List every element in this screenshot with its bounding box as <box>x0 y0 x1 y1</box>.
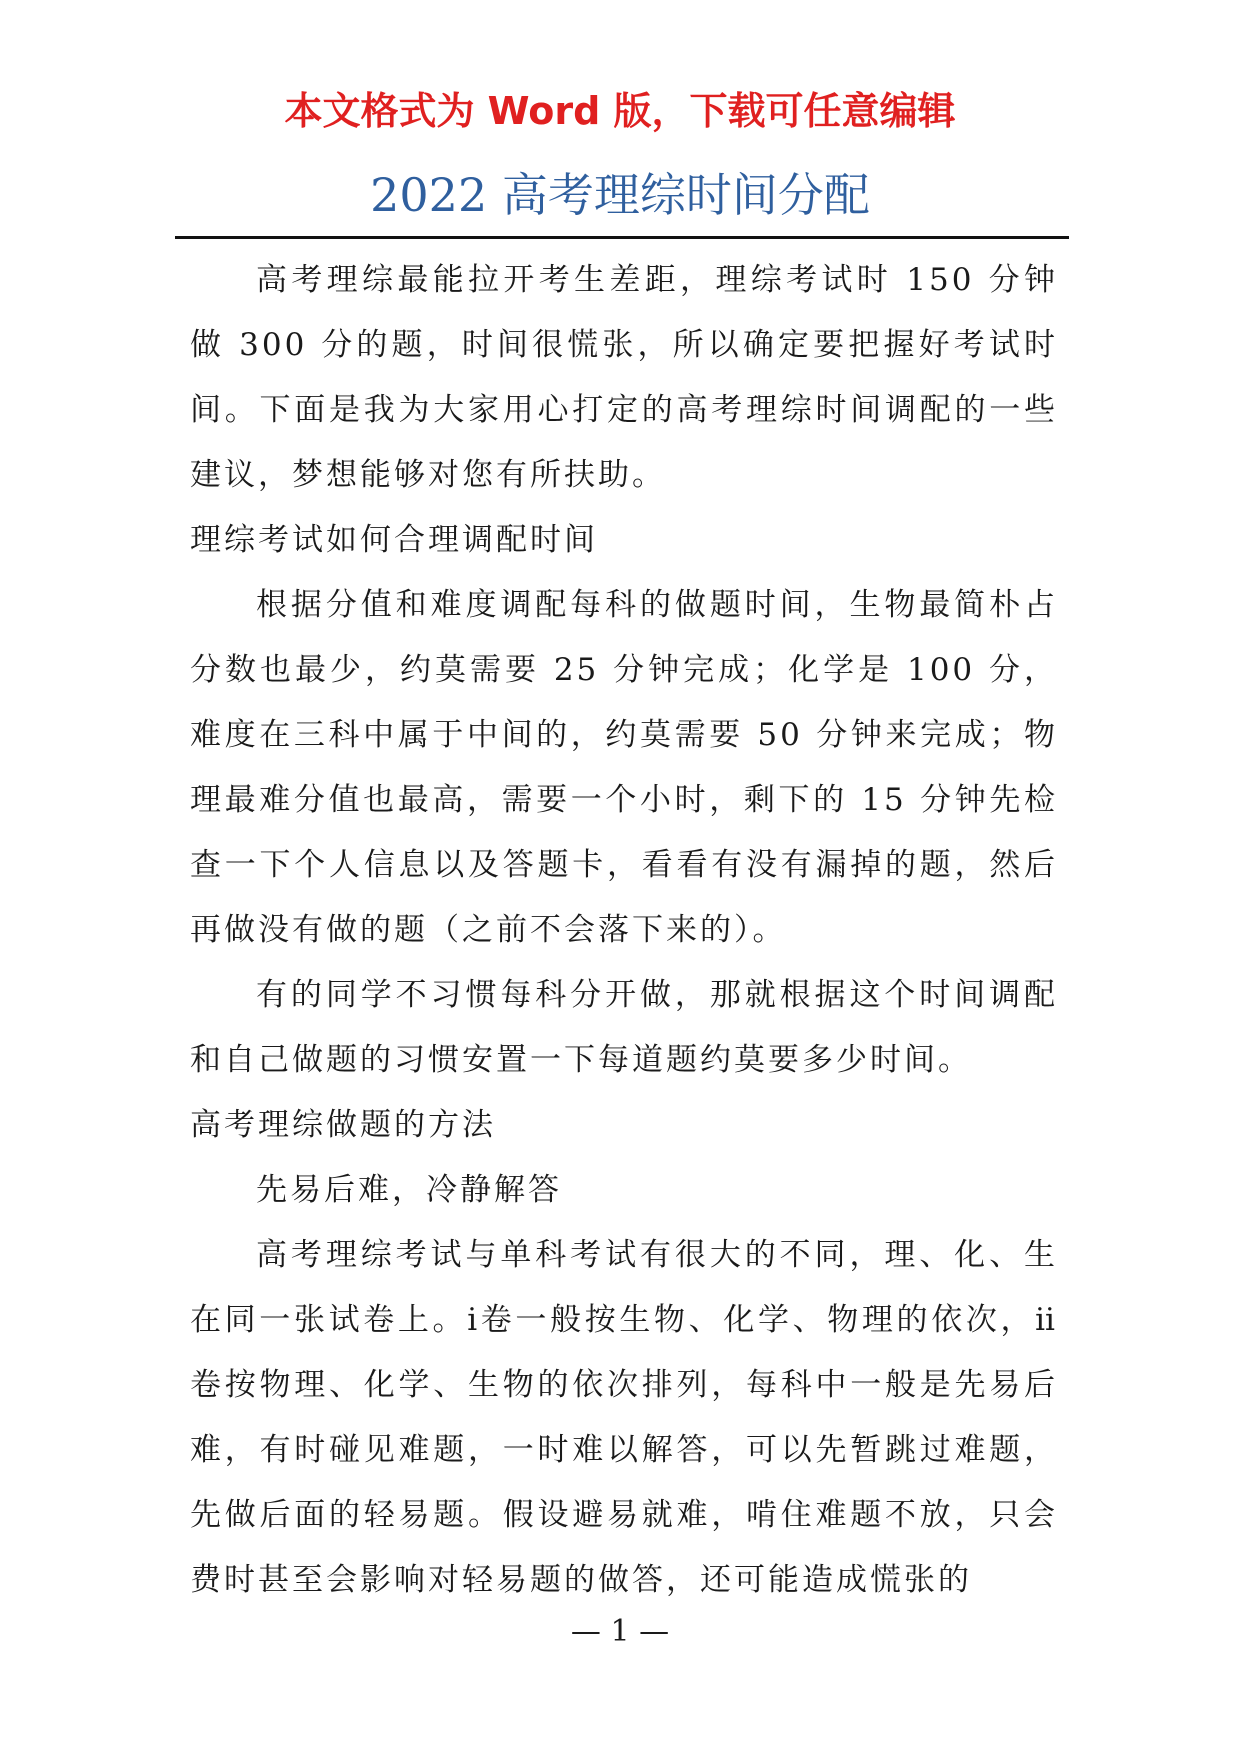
word-format-banner: 本文格式为 Word 版，下载可任意编辑 <box>284 89 956 133</box>
document-title: 2022 高考理综时间分配 <box>370 168 870 222</box>
page-number: — 1 — <box>570 1614 670 1649</box>
title-divider <box>175 236 1069 239</box>
paragraph-exam-structure: 高考理综考试与单科考试有很大的不同，理、化、生在同一张试卷上。ⅰ卷一般按生物、化学、物理的依次，ⅱ卷按物理、化学、生物的依次排列，每科中一般是先易后难，有时碰见难题，一时难以解答，可以先暂跳过难题，先做后面的轻易题。假设避易就难，啃住难题不放，只会费时甚至会影响对轻易题的做答，还可能造成慌张的 <box>190 1237 1058 1598</box>
paragraph-subject-timing: 根据分值和难度调配每科的做题时间，生物最简朴占分数也最少，约莫需要 25 分钟完成；化学是 100 分，难度在三科中属于中间的，约莫需要 50 分钟来完成；物理最难分值也最高，需要一个小时，剩下的 15 分钟先检查一下个人信息以及答题卡，看看有没有漏掉的题，然后再做没有做的题（之前不会落下来的）。 <box>190 587 1058 948</box>
section-heading-methods: 高考理综做题的方法 <box>190 1107 496 1143</box>
subheading-easy-first: 先易后难，冷静解答 <box>256 1172 562 1208</box>
document-body <box>190 248 1058 1613</box>
section-heading-time-allocation: 理综考试如何合理调配时间 <box>190 522 598 558</box>
paragraph-intro: 高考理综最能拉开考生差距，理综考试时 150 分钟做 300 分的题，时间很慌张，所以确定要把握好考试时间。下面是我为大家用心打定的高考理综时间调配的一些建议，梦想能够对您有所扶助。 <box>190 262 1058 493</box>
paragraph-personal-habit: 有的同学不习惯每科分开做，那就根据这个时间调配和自己做题的习惯安置一下每道题约莫要多少时间。 <box>190 977 1058 1078</box>
